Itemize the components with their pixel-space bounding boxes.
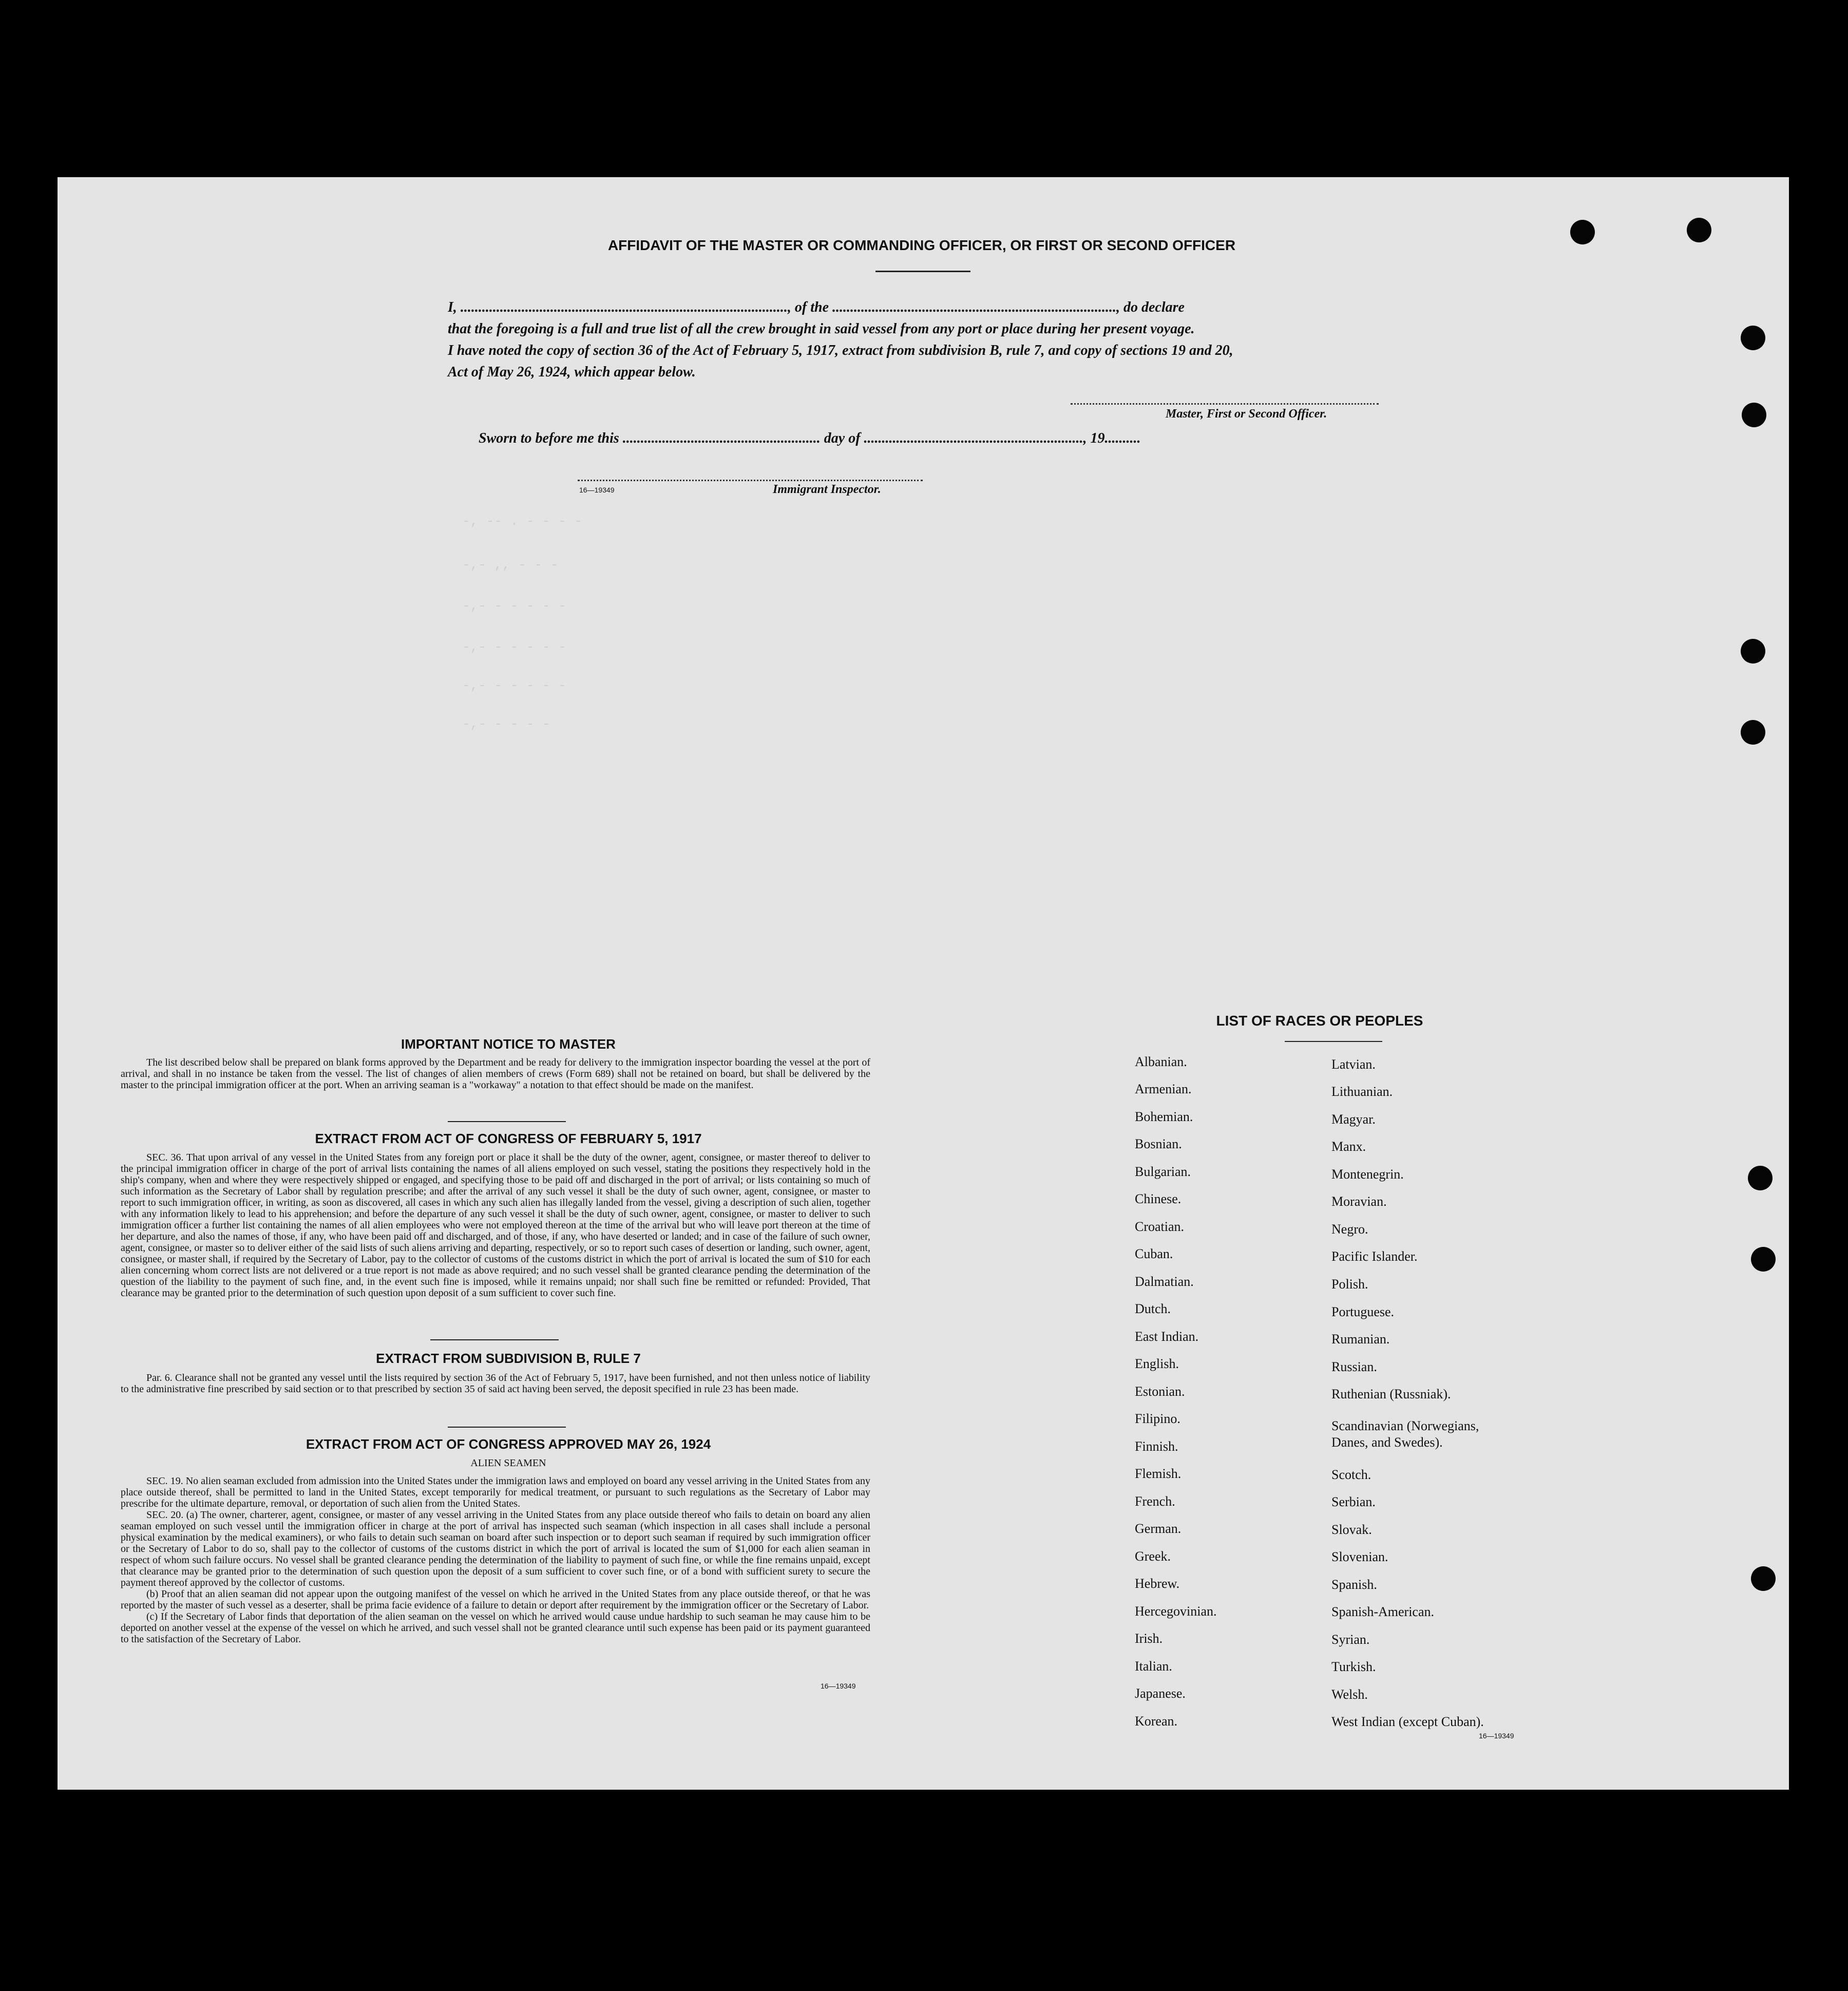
race-item: Montenegrin. [1331,1167,1404,1182]
race-item: Dalmatian. [1135,1274,1194,1289]
sworn-line: Sworn to before me this ....................................................... day of ............................................................., 19.......... [479,430,1141,446]
race-item: Greek. [1135,1549,1171,1564]
affidavit-title: AFFIDAVIT OF THE MASTER OR COMMANDING OFFICER, OR FIRST OR SECOND OFFICER [607,237,1236,253]
sec-20a-text: SEC. 20. (a) The owner, charterer, agent, consignee, or master of any vessel arriving in the United States from any place outside thereof who fails to detain on board any alien seaman employed on such vessel until the immigration officer in charge at the port of arrival has inspected such seaman (which inspection in all cases shall include a personal physical examination by the medical examiners), or who fails to detain such seaman on board after such inspection or to deport such seaman if required by such immigration officer or the Secretary of Labor to do so, shall pay to the collector of customs of the customs district in which the port of arrival is located the sum of $1,000 for each alien seaman in respect of whom such failure occurs. No vessel shall be granted clearance pending the determination of the liability to payment of such fine, or while the fine remains unpaid, except that clearance may be granted prior to the determination of such question upon the deposit of a sum sufficient to cover such fine, or of a bond with sufficient surety to secure the payment thereof approved by the collector of customs. [121,1509,870,1588]
race-item: Negro. [1331,1222,1368,1237]
inspector-signature-line [578,480,923,481]
race-item: Spanish. [1331,1577,1377,1592]
affidavit-line-4: Act of May 26, 1924, which appear below. [448,364,696,380]
subdivision-b-divider [448,1427,566,1428]
race-item: Moravian. [1331,1194,1387,1209]
race-item: Japanese. [1135,1686,1186,1701]
race-item: German. [1135,1521,1182,1536]
race-item: Irish. [1135,1631,1163,1646]
race-item: Portuguese. [1331,1304,1395,1319]
race-item: Slovenian. [1331,1549,1388,1564]
race-item: English. [1135,1356,1179,1371]
race-item: Magyar. [1331,1112,1376,1127]
race-item: Hercegovinian. [1135,1604,1217,1619]
race-item: Bulgarian. [1135,1164,1191,1179]
extract-1924-subtitle: ALIEN SEAMEN [470,1457,546,1469]
race-item: Croatian. [1135,1219,1185,1234]
race-item: Welsh. [1331,1687,1368,1702]
race-item: Filipino. [1135,1411,1180,1426]
race-item: Albanian. [1135,1054,1187,1069]
affidavit-line-2: that the foregoing is a full and true list of all the crew brought in said vessel from any port or place during her present voyage. [448,321,1195,337]
races-title: LIST OF RACES OR PEOPLES [1216,1013,1423,1029]
race-item: Chinese. [1135,1191,1182,1206]
race-item: Dutch. [1135,1301,1171,1316]
sec-20c-text: (c) If the Secretary of Labor finds that deportation of the alien seaman on the vessel on which he arrived would cause undue hardship to such seaman he may cause him to be deported on another vessel at the expense of the vessel on which he arrived, and such vessel shall not be granted clearance until such expense has been paid or its payment guaranteed to the satisfaction of the Secretary of Labor. [121,1611,870,1645]
race-item: Italian. [1135,1659,1172,1674]
race-item: Danes, and Swedes). [1331,1435,1443,1450]
notice-divider [448,1121,566,1122]
race-item: West Indian (except Cuban). [1331,1714,1484,1729]
race-item: East Indian. [1135,1329,1199,1344]
races-divider [1285,1041,1382,1042]
race-item: Cuban. [1135,1246,1173,1261]
extract-form-number: 16—19349 [821,1682,856,1690]
race-item: Lithuanian. [1331,1084,1393,1099]
notice-text: The list described below shall be prepared on blank forms approved by the Department and be ready for delivery to the immigration inspector boarding the vessel at the port of arrival, and shall in no instance be taken from the vessel. The list of changes of alien members of crews (Form 689) shall not be retained on board, but shall be delivered by the master to the principal immigration officer at the port. When an arriving seaman is a "workaway" a notation to that effect should be made on the manifest. [121,1057,870,1091]
affidavit-line-3: I have noted the copy of section 36 of the Act of February 5, 1917, extract from subdivision B, rule 7, and copy of sections 19 and 20, [448,343,1233,358]
subdivision-b-text: Par. 6. Clearance shall not be granted any vessel until the lists required by section 36 of the Act of February 5, 1917, have been furnished, and not then unless notice of liability to the administrative fine prescribed by said section or to that prescribed by section 35 of said act having been served, the deposit specified in rule 23 has been made. [121,1372,870,1395]
race-item: Scandinavian (Norwegians, [1331,1418,1479,1433]
extract-1917-title: EXTRACT FROM ACT OF CONGRESS OF FEBRUARY 5, 1917 [315,1131,702,1146]
race-item: Rumanian. [1331,1332,1390,1347]
race-item: Serbian. [1331,1494,1376,1509]
sec-19-text: SEC. 19. No alien seaman excluded from admission into the United States under the immigration laws and employed on board any vessel arriving in the United States from any place outside thereof, shall be permitted to land in the United States, except temporarily for medical treatment, or pursuant to such regulations as the Secretary of Labor may prescribe for the ultimate departure, removal, or deportation of such alien from the United States. [121,1475,870,1509]
master-signature-line [1071,403,1379,405]
master-label: Master, First or Second Officer. [1166,407,1327,421]
race-item: Turkish. [1331,1659,1376,1674]
subdivision-b-title: EXTRACT FROM SUBDIVISION B, RULE 7 [376,1351,641,1366]
notice-title: IMPORTANT NOTICE TO MASTER [401,1036,616,1052]
race-item: Flemish. [1135,1466,1182,1481]
race-item: Bohemian. [1135,1109,1193,1124]
race-item: Bosnian. [1135,1136,1182,1151]
title-divider [875,271,970,272]
race-item: French. [1135,1494,1175,1509]
race-item: Slovak. [1331,1522,1372,1537]
race-item: Spanish-American. [1331,1604,1435,1619]
race-item: Manx. [1331,1139,1366,1154]
affidavit-line-1: I, ..........................................................................................., of the ..............................................................................., do declare [448,299,1185,315]
race-item: Armenian. [1135,1082,1192,1096]
race-item: Latvian. [1331,1057,1376,1072]
extract-1924-title: EXTRACT FROM ACT OF CONGRESS APPROVED MAY 26, 1924 [306,1436,711,1452]
race-item: Ruthenian (Russniak). [1331,1387,1451,1401]
sec-20b-text: (b) Proof that an alien seaman did not appear upon the outgoing manifest of the vessel on which he arrived in the United States from any place outside thereof, or that he was reported by the master of such vessel as a deserter, shall be prima facie evidence of a failure to detain or deport after requirement by the immigration officer or the Secretary of Labor. [121,1588,870,1611]
race-item: Russian. [1331,1359,1377,1374]
races-form-number: 16—19349 [1479,1732,1514,1740]
race-item: Hebrew. [1135,1576,1180,1591]
race-item: Syrian. [1331,1632,1370,1647]
race-item: Estonian. [1135,1384,1185,1399]
race-item: Finnish. [1135,1439,1178,1454]
affidavit-body [448,297,1403,383]
race-item: Pacific Islander. [1331,1249,1418,1264]
affidavit-form-number: 16—19349 [579,486,615,494]
race-item: Korean. [1135,1714,1178,1729]
extract-1917-divider [430,1339,559,1340]
race-item: Polish. [1331,1277,1368,1292]
inspector-label: Immigrant Inspector. [773,483,881,496]
extract-1924-body [121,1475,870,1645]
extract-1917-text: SEC. 36. That upon arrival of any vessel in the United States from any foreign port or place it shall be the duty of the owner, agent, consignee, or master thereof to deliver to the principal immigration officer in charge of the port of arrival lists containing the names of all aliens employed on such vessel, stating the positions they respectively hold in the ship's company, when and where they were respectively shipped or engaged, and specifying those to be paid off and discharged in the port of arrival; or lists containing so much of such information as the Secretary of Labor shall by regulation prescribe; and after the arrival of any such vessel it shall be the duty of such owner, agent, consignee, or master to report to such immigration officer, in writing, as soon as discovered, all cases in which any such alien has illegally landed from the vessel, giving a description of such alien, together with any information likely to lead to his apprehension; and before the departure of any such vessel it shall be the duty of such owner, agent, consignee, or master to deliver to such immigration officer a further list containing the names of all alien employees who were not employed thereon at the time of the arrival but who will leave port thereon at the time of her departure, and also the names of those, if any, who have been paid off and discharged, and of those, if any, who have deserted or landed; and in case of the failure of such owner, agent, consignee, or master so to deliver either of the said lists of such aliens arriving and departing, respectively, or so to report such cases of desertion or landing, such owner, agent, consignee, or master shall, if required by the Secretary of Labor, pay to the collector of customs of the customs district in which the port of arrival is located the sum of $10 for each alien concerning whom correct lists are not delivered or a true report is not made as above required; and no such vessel shall be granted clearance pending the determination of the question of the liability to the payment of such fine, and, in the event such fine is imposed, while it remains unpaid; nor shall such fine be remitted or refunded: Provided, That clearance may be granted prior to the determination of such question upon deposit of a sum sufficient to cover such fine. [121,1152,870,1299]
race-item: Scotch. [1331,1467,1371,1482]
